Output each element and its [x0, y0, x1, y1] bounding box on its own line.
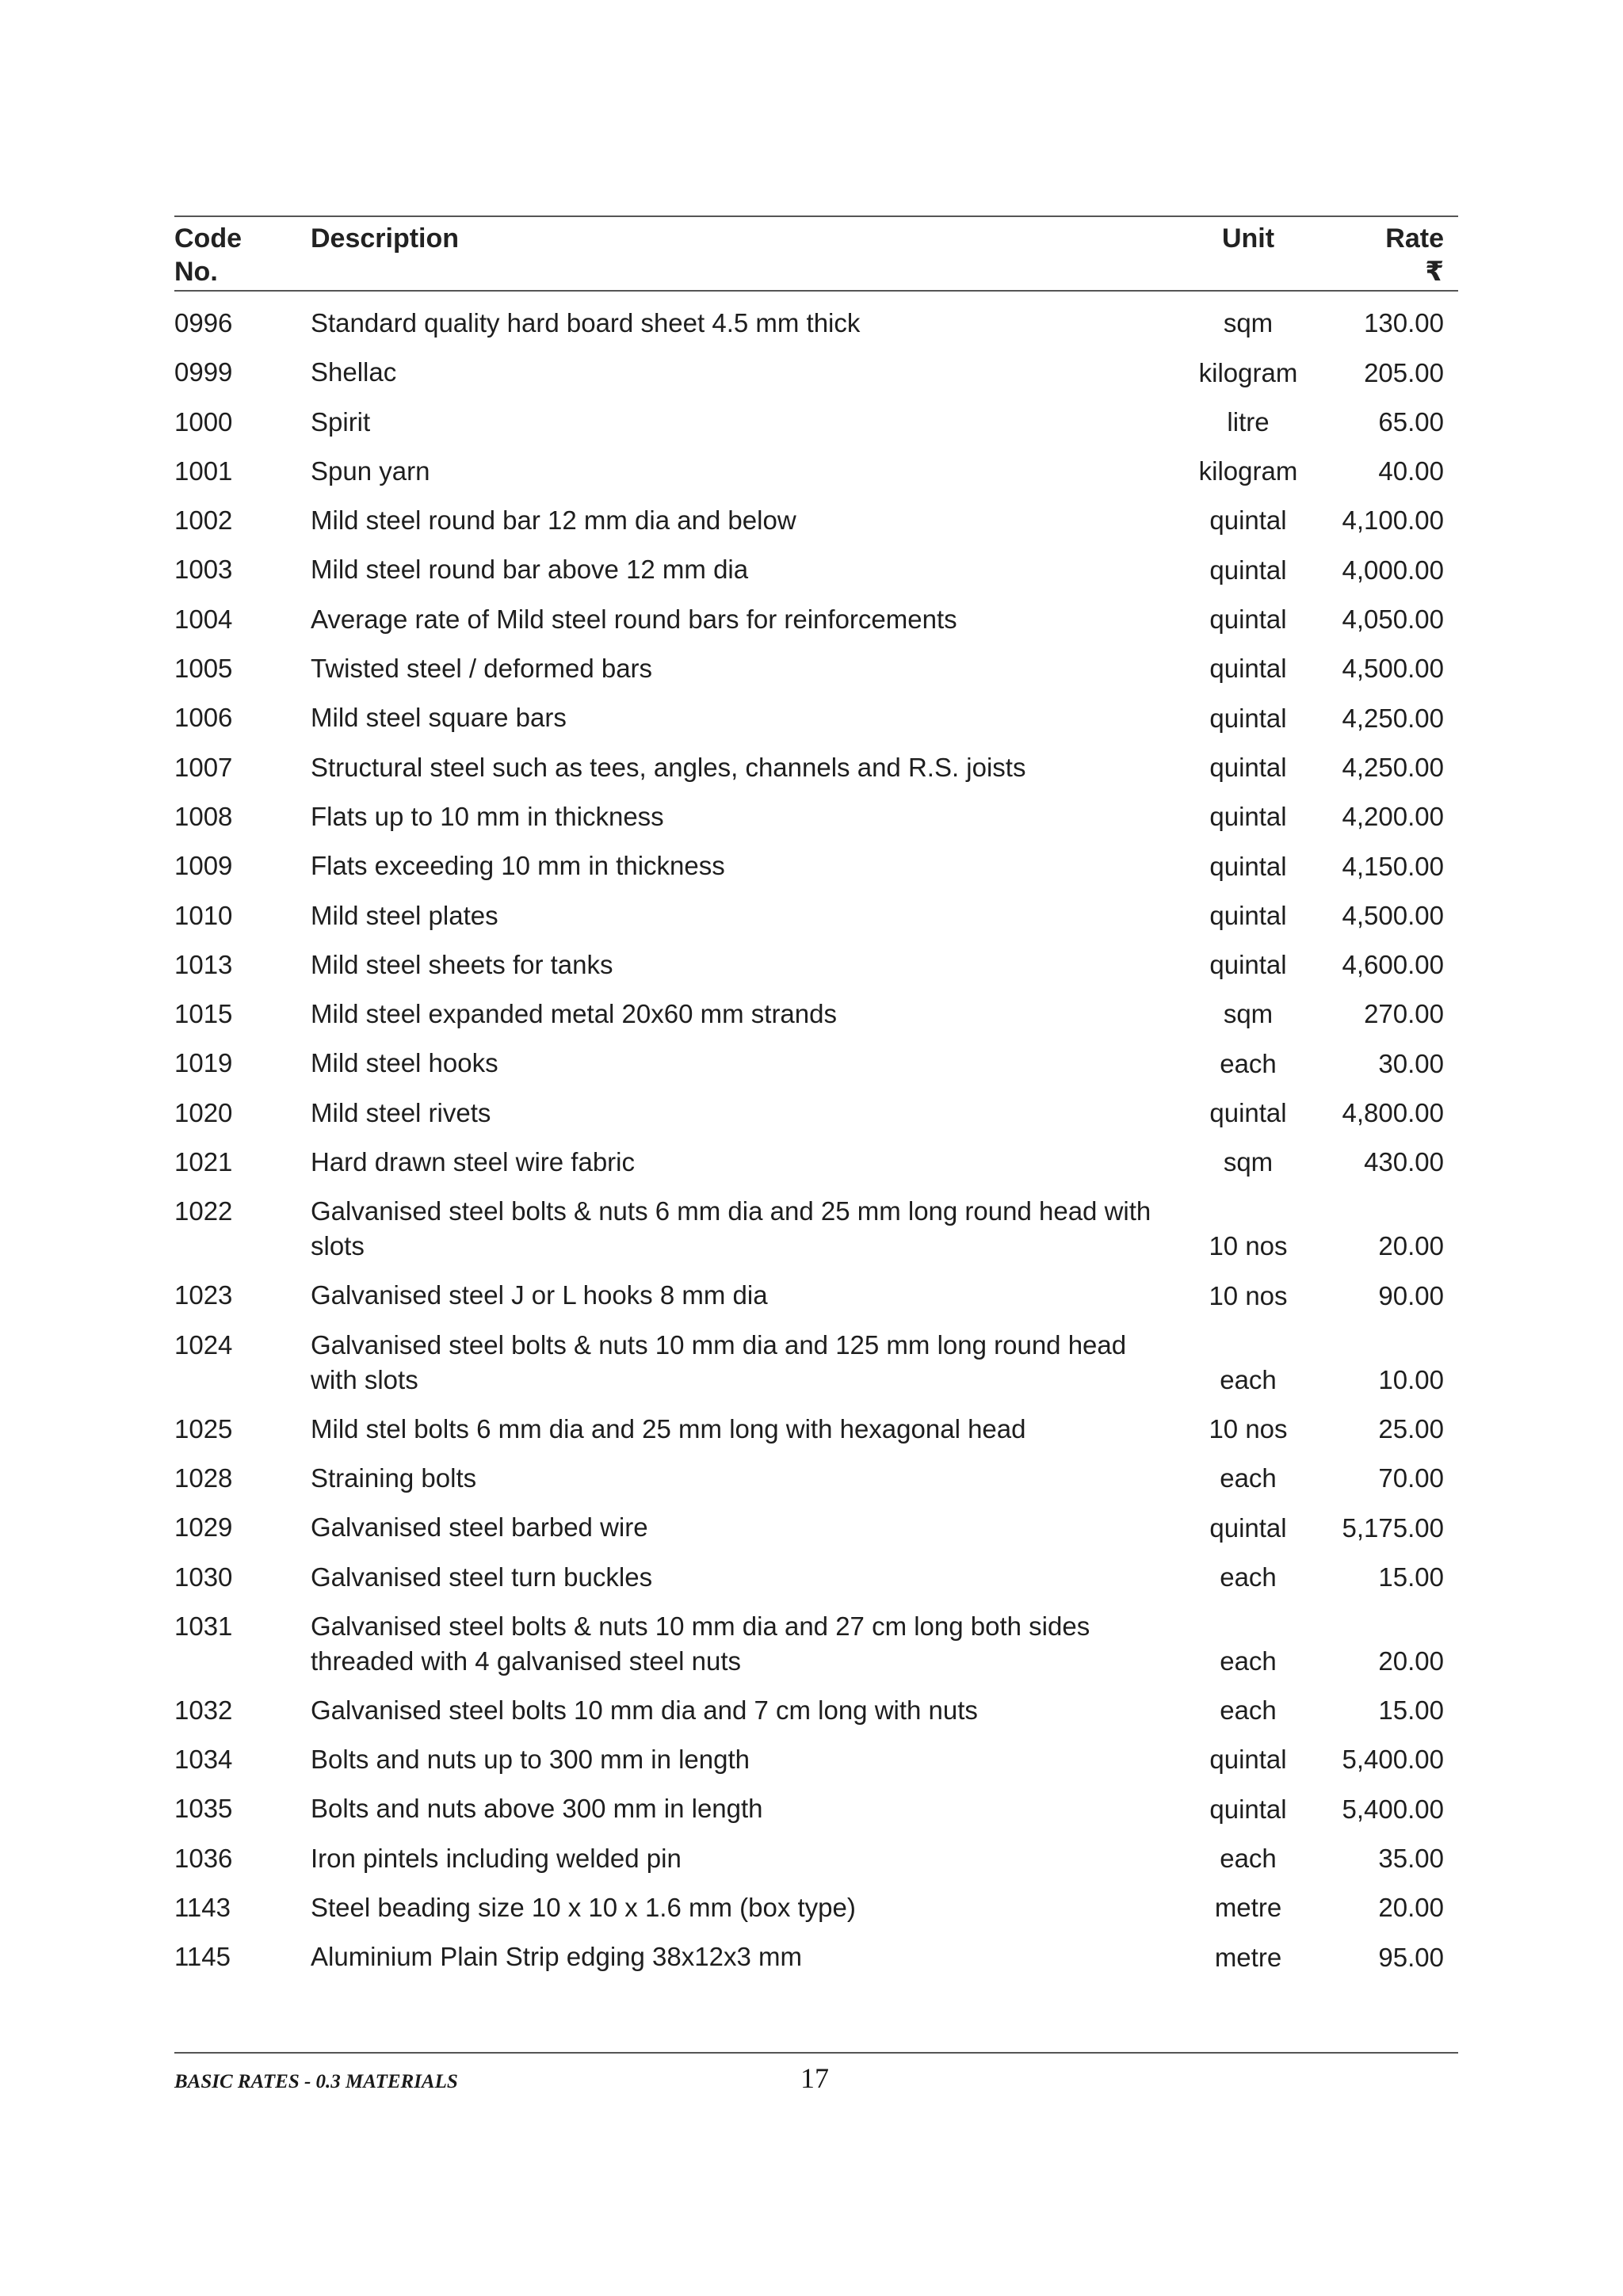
table-row [174, 1145, 1458, 1194]
row-rate: 10.00 [1378, 1364, 1444, 1394]
row-unit: quintal [1209, 1745, 1287, 1775]
row-code: 1000 [174, 406, 233, 437]
row-description: Flats up to 10 mm in thickness [311, 801, 664, 831]
table-row [174, 849, 1458, 898]
table-row [174, 1693, 1458, 1742]
row-description: Flats exceeding 10 mm in thickness [311, 851, 725, 881]
row-unit: each [1220, 1646, 1277, 1676]
row-code: 1030 [174, 1562, 233, 1592]
page-footer [174, 2052, 1458, 2095]
row-unit: quintal [1209, 950, 1287, 980]
row-unit: quintal [1209, 505, 1287, 536]
table-row [174, 1939, 1458, 1989]
row-rate: 35.00 [1378, 1844, 1444, 1874]
row-rate: 4,500.00 [1342, 654, 1444, 684]
row-unit: quintal [1209, 851, 1287, 881]
row-code: 1019 [174, 1048, 233, 1078]
row-description: Galvanised steel barbed wire [311, 1512, 648, 1543]
row-description: Straining bolts [311, 1463, 477, 1493]
table-row [174, 1890, 1458, 1939]
row-rate: 40.00 [1378, 456, 1444, 486]
row-rate: 4,500.00 [1342, 900, 1444, 930]
header-unit: Unit [1221, 223, 1275, 254]
table-row [174, 1194, 1458, 1278]
table-row [174, 602, 1458, 651]
row-description: Mild steel round bar above 12 mm dia [311, 555, 749, 585]
row-rate: 130.00 [1364, 308, 1444, 338]
row-unit: quintal [1209, 555, 1287, 585]
row-rate: 20.00 [1378, 1893, 1444, 1923]
row-unit: each [1220, 1844, 1277, 1874]
row-rate: 4,200.00 [1342, 802, 1444, 832]
row-description: Spun yarn [311, 456, 430, 486]
row-code: 0999 [174, 357, 233, 387]
table-row [174, 799, 1458, 849]
row-unit: quintal [1209, 1098, 1287, 1128]
table-row [174, 700, 1458, 749]
row-code: 1013 [174, 949, 233, 979]
row-rate: 4,150.00 [1342, 851, 1444, 881]
row-unit: sqm [1223, 999, 1274, 1029]
table-row [174, 503, 1458, 552]
header-rate [1331, 222, 1444, 290]
row-code: 1028 [174, 1463, 233, 1493]
row-rate: 4,800.00 [1342, 1098, 1444, 1128]
row-description: Average rate of Mild steel round bars for reinforcements [311, 604, 957, 634]
row-code: 1023 [174, 1280, 233, 1310]
row-code: 1024 [174, 1329, 233, 1360]
row-code: 1003 [174, 555, 233, 585]
row-description: Mild steel sheets for tanks [311, 949, 613, 979]
footer-line [174, 2054, 1458, 2095]
table-row [174, 1841, 1458, 1890]
page-number: 17 [800, 2062, 829, 2094]
row-unit: each [1220, 1364, 1277, 1394]
row-description: Twisted steel / deformed bars [311, 654, 653, 684]
row-code: 1025 [174, 1413, 233, 1444]
header-code-line1: Code [174, 223, 242, 254]
table-row [174, 997, 1458, 1046]
materials-rate-table [174, 215, 1458, 1989]
row-code: 1034 [174, 1745, 233, 1775]
row-description: Shellac [311, 357, 397, 387]
row-code: 1021 [174, 1147, 233, 1177]
row-unit: quintal [1209, 900, 1287, 930]
row-code: 1007 [174, 752, 233, 782]
row-code: 1032 [174, 1695, 233, 1725]
row-rate: 4,050.00 [1342, 605, 1444, 635]
row-unit: metre [1214, 1893, 1282, 1923]
table-row [174, 454, 1458, 503]
row-rate: 270.00 [1364, 999, 1444, 1029]
row-code: 1004 [174, 604, 233, 634]
row-description: Galvanised steel bolts & nuts 10 mm dia and 125 mm long round head with slots [311, 1329, 1127, 1394]
row-unit: 10 nos [1209, 1231, 1288, 1261]
row-code: 1006 [174, 703, 233, 733]
row-rate: 30.00 [1378, 1048, 1444, 1078]
row-code: 0996 [174, 308, 233, 338]
row-code: 1015 [174, 999, 233, 1029]
table-row [174, 1046, 1458, 1095]
row-description: Structural steel such as tees, angles, channels and R.S. joists [311, 752, 1026, 782]
row-code: 1010 [174, 900, 233, 930]
row-unit: each [1220, 1463, 1277, 1493]
row-description: Mild steel expanded metal 20x60 mm strands [311, 999, 837, 1029]
header-description: Description [311, 223, 460, 254]
row-rate: 90.00 [1378, 1280, 1444, 1310]
row-code: 1022 [174, 1196, 233, 1226]
row-unit: quintal [1209, 703, 1287, 733]
row-unit: quintal [1209, 802, 1287, 832]
row-rate: 20.00 [1378, 1646, 1444, 1676]
table-row [174, 1742, 1458, 1791]
row-rate: 430.00 [1364, 1147, 1444, 1177]
row-code: 1009 [174, 851, 233, 881]
table-row [174, 1096, 1458, 1145]
row-description: Mild stel bolts 6 mm dia and 25 mm long with hexagonal head [311, 1413, 1026, 1444]
table-row [174, 306, 1458, 355]
table-row [174, 948, 1458, 997]
row-description: Spirit [311, 406, 371, 437]
row-rate: 95.00 [1378, 1942, 1444, 1972]
row-rate: 5,175.00 [1342, 1512, 1444, 1543]
row-rate: 15.00 [1378, 1562, 1444, 1592]
header-code-no [174, 222, 311, 290]
row-code: 1001 [174, 456, 233, 486]
row-unit: 10 nos [1209, 1280, 1288, 1310]
row-rate: 5,400.00 [1342, 1794, 1444, 1824]
table-row [174, 1510, 1458, 1559]
row-description: Galvanised steel J or L hooks 8 mm dia [311, 1280, 768, 1310]
table-row [174, 1791, 1458, 1840]
row-code: 1020 [174, 1097, 233, 1127]
row-rate: 70.00 [1378, 1463, 1444, 1493]
row-unit: quintal [1209, 605, 1287, 635]
table-row [174, 1328, 1458, 1412]
table-row [174, 1560, 1458, 1609]
row-description: Aluminium Plain Strip edging 38x12x3 mm [311, 1942, 802, 1972]
table-row [174, 750, 1458, 799]
row-description: Galvanised steel turn buckles [311, 1562, 653, 1592]
row-unit: quintal [1209, 1794, 1287, 1824]
row-code: 1029 [174, 1512, 233, 1543]
row-unit: sqm [1223, 1147, 1274, 1177]
row-rate: 4,250.00 [1342, 752, 1444, 782]
rupee-icon: ₹ [1425, 257, 1444, 287]
row-unit: each [1220, 1562, 1277, 1592]
row-description: Mild steel round bar 12 mm dia and below [311, 505, 796, 536]
row-description: Bolts and nuts above 300 mm in length [311, 1794, 763, 1824]
row-unit: each [1220, 1695, 1277, 1726]
row-description: Standard quality hard board sheet 4.5 mm thick [311, 308, 861, 338]
row-rate: 65.00 [1378, 406, 1444, 437]
row-description: Galvanised steel bolts & nuts 6 mm dia and 25 mm long round head with slots [311, 1196, 1151, 1261]
row-code: 1145 [174, 1942, 231, 1972]
row-rate: 4,100.00 [1342, 505, 1444, 536]
row-rate: 4,600.00 [1342, 950, 1444, 980]
row-unit: kilogram [1198, 456, 1298, 486]
row-rate: 5,400.00 [1342, 1745, 1444, 1775]
row-unit: litre [1227, 406, 1270, 437]
row-description: Steel beading size 10 x 10 x 1.6 mm (box type) [311, 1893, 856, 1923]
row-description: Mild steel hooks [311, 1048, 498, 1078]
row-code: 1036 [174, 1843, 233, 1873]
row-rate: 20.00 [1378, 1231, 1444, 1261]
row-unit: metre [1214, 1942, 1282, 1972]
row-description: Bolts and nuts up to 300 mm in length [311, 1745, 750, 1775]
row-code: 1031 [174, 1611, 233, 1641]
row-description: Iron pintels including welded pin [311, 1843, 682, 1873]
row-unit: quintal [1209, 752, 1287, 782]
row-unit: quintal [1209, 654, 1287, 684]
row-unit: kilogram [1198, 357, 1298, 387]
table-row [174, 1412, 1458, 1461]
row-code: 1035 [174, 1794, 233, 1824]
row-code: 1008 [174, 801, 233, 831]
table-header [174, 217, 1458, 290]
row-rate: 4,250.00 [1342, 703, 1444, 733]
row-description: Mild steel rivets [311, 1097, 491, 1127]
table-row [174, 1461, 1458, 1510]
table-row [174, 651, 1458, 700]
row-code: 1143 [174, 1893, 231, 1923]
row-unit: each [1220, 1048, 1277, 1078]
row-rate: 205.00 [1364, 357, 1444, 387]
table-row [174, 1609, 1458, 1693]
row-rate: 15.00 [1378, 1695, 1444, 1726]
footer-section-label: BASIC RATES - 0.3 MATERIALS [174, 2071, 458, 2092]
table-row [174, 552, 1458, 601]
row-code: 1005 [174, 654, 233, 684]
row-description: Galvanised steel bolts & nuts 10 mm dia and 27 cm long both sides threaded with 4 galvanised steel nuts [311, 1611, 1090, 1676]
row-description: Galvanised steel bolts 10 mm dia and 7 cm long with nuts [311, 1695, 978, 1725]
table-row [174, 898, 1458, 948]
row-unit: quintal [1209, 1512, 1287, 1543]
row-unit: sqm [1223, 308, 1274, 338]
table-row [174, 1278, 1458, 1327]
header-rate-label: Rate [1385, 223, 1444, 254]
row-description: Hard drawn steel wire fabric [311, 1147, 635, 1177]
table-row [174, 355, 1458, 404]
row-rate: 25.00 [1378, 1413, 1444, 1444]
row-code: 1002 [174, 505, 233, 536]
row-unit: 10 nos [1209, 1413, 1288, 1444]
row-description: Mild steel square bars [311, 703, 567, 733]
header-code-line2: No. [174, 257, 218, 287]
row-rate: 4,000.00 [1342, 555, 1444, 585]
row-description: Mild steel plates [311, 900, 498, 930]
table-row [174, 405, 1458, 454]
table-body [174, 292, 1458, 1989]
